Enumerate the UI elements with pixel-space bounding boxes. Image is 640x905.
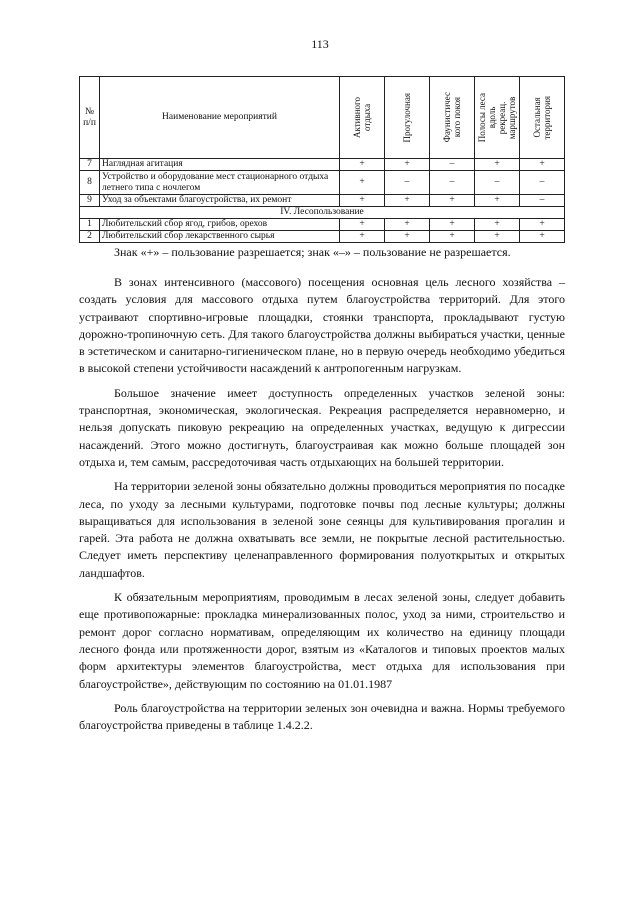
row-mark: + (475, 195, 520, 207)
paragraph: К обязательным мероприятиям, проводимым в лесах зеленой зоны, следует добавить еще противопожарные: прокладка минерализованных полос, уход за ними, строительство и ремонт дорог согласно нормативам, определяющим их количество на единицу площади лесного фонда или протяженности дорог, взятым из «Каталогов и типовых проектов малых форм архитектуры элементов благоустройства, мест отдыха для использования при благоустройстве», действующим по состоянию на 01.01.1987 (79, 590, 565, 691)
row-mark: – (430, 171, 475, 195)
body-text (79, 274, 565, 741)
section-row (80, 207, 565, 219)
paragraph: Роль благоустройства на территории зеленых зон очевидна и важна. Нормы требуемого благоустройства приведены в таблице 1.4.2.2. (79, 700, 565, 733)
paragraph: Большое значение имеет доступность определенных участков зеленой зоны: транспортная, экономическая, экологическая. Рекреация распределяется неравномерно, и нельзя допускать пиковую рекреацию на определенных участках, ведущую к дигрессии насаждений. Этого можно достигнуть, благоустраивая как можно больше площадей зон отдыха и, тем самым, рассредоточивая часть отдыхающих на большей территории. (79, 385, 565, 469)
header-fauna-rest: Фаунистичес кого покоя (430, 77, 475, 159)
table-header-row (80, 77, 565, 159)
row-mark: + (385, 195, 430, 207)
table-row (80, 159, 565, 171)
row-number: 2 (80, 231, 100, 243)
row-mark: + (430, 195, 475, 207)
row-mark: + (385, 231, 430, 243)
paragraph: На территории зеленой зоны обязательно должны проводиться мероприятия по посадке леса, по уходу за лесными культурами, подготовке почвы под лесные культуры; должны выращиваться для использования в зеленой зоне сеянцы для культивирования прогалин и гарей. Эта работа не должна охватывать все земли, не покрытые лесной растительностью. Следует иметь перспективу целенаправленного формирования полуоткрытых и открытых ландшафтов. (79, 479, 565, 580)
row-number: 9 (80, 195, 100, 207)
row-mark: – (385, 171, 430, 195)
row-mark: – (430, 159, 475, 171)
row-mark: + (340, 219, 385, 231)
header-walking: Прогулочная (385, 77, 430, 159)
section-title: IV. Лесопользование (80, 207, 565, 219)
row-mark: + (385, 219, 430, 231)
row-mark: + (340, 195, 385, 207)
row-mark: – (520, 195, 565, 207)
row-mark: + (430, 231, 475, 243)
table-legend-note: Знак «+» – пользование разрешается; знак «–» – пользование не разрешается. (114, 245, 511, 259)
row-number: 1 (80, 219, 100, 231)
header-other-territory: Остальная территория (520, 77, 565, 159)
row-mark: + (340, 159, 385, 171)
row-mark: – (475, 171, 520, 195)
row-mark: – (520, 171, 565, 195)
header-number: № п/п (80, 77, 100, 159)
row-mark: + (340, 171, 385, 195)
row-mark: + (520, 231, 565, 243)
row-activity: Любительский сбор ягод, грибов, орехов (100, 219, 340, 231)
header-active-rest: Активного отдыха (340, 77, 385, 159)
table-row (80, 231, 565, 243)
table-row (80, 195, 565, 207)
row-activity: Любительский сбор лекарственного сырья (100, 231, 340, 243)
row-mark: + (475, 231, 520, 243)
page-number: 113 (311, 37, 329, 51)
header-forest-strips: Полосы леса вдоль рекреац. маршрутов (475, 77, 520, 159)
row-number: 8 (80, 171, 100, 195)
table-row (80, 219, 565, 231)
row-mark: + (520, 159, 565, 171)
row-activity: Уход за объектами благоустройства, их ремонт (100, 195, 340, 207)
row-mark: + (340, 231, 385, 243)
paragraph: В зонах интенсивного (массового) посещения основная цель лесного хозяйства – создать условия для массового отдыха путем благоустройства территорий. Для этого устраивают спортивно-игровые площадки, стоянки транспорта, прокладывают густую дорожно-тропиночную сеть. Для такого благоустройства должны выбираться участки, ценные в эстетическом и санитарно-гигиеническом плане, но в первую очередь необходимо убедиться в высокой степени устойчивости насаждений к антропогенным нагрузкам. (79, 275, 565, 376)
row-mark: + (520, 219, 565, 231)
row-number: 7 (80, 159, 100, 171)
header-activity-name: Наименование мероприятий (100, 77, 340, 159)
row-mark: + (475, 159, 520, 171)
row-activity: Наглядная агитация (100, 159, 340, 171)
row-mark: + (430, 219, 475, 231)
activities-table (79, 76, 565, 243)
row-mark: + (385, 159, 430, 171)
row-mark: + (475, 219, 520, 231)
row-activity: Устройство и оборудование мест стационарного отдыха летнего типа с ночлегом (100, 171, 340, 195)
table-row (80, 171, 565, 195)
